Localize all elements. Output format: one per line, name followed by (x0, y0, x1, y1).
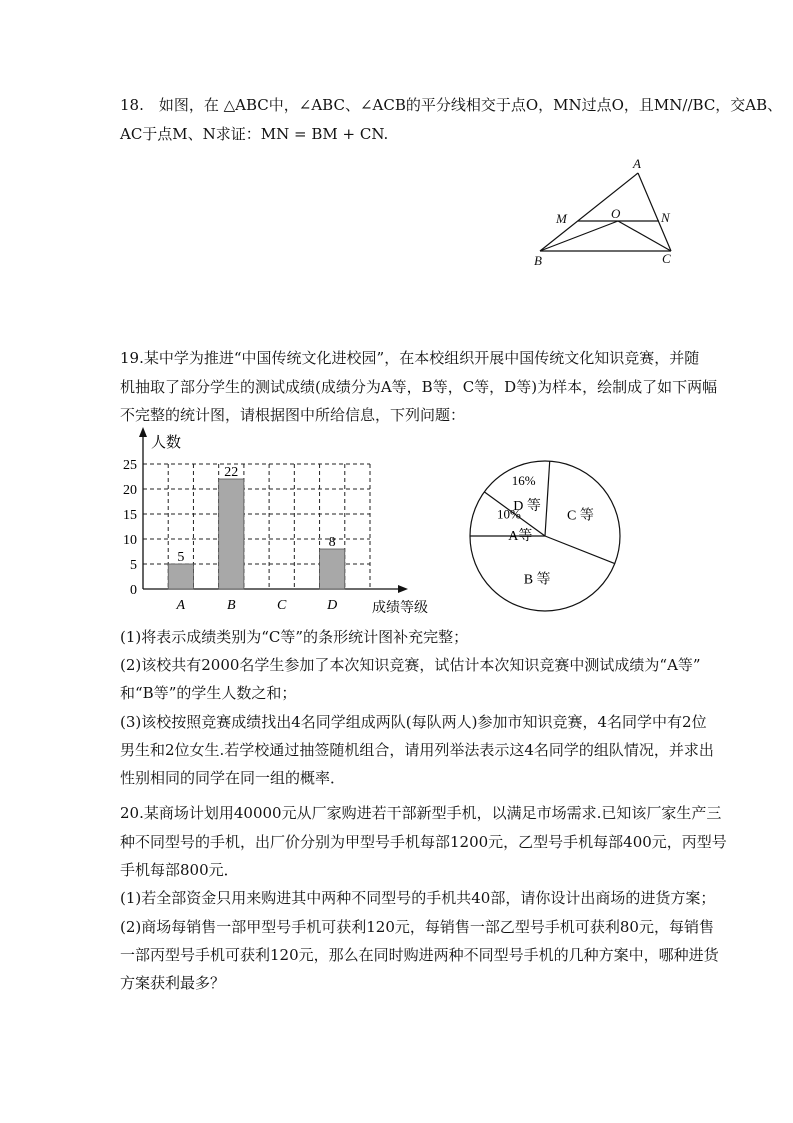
bar-d (320, 549, 345, 589)
q19-part-3c: 性别相同的同学在同一组的概率． (120, 769, 346, 787)
q20-line-2: 种不同型号的手机，出厂价分别为甲型号手机每部1200元，乙型号手机每部400元，丙型号 (120, 833, 727, 851)
y-tick-label: 0 (130, 583, 137, 598)
label-a: A (633, 156, 641, 171)
q20-part-1: (1)若全部资金只用来购进其中两种不同型号的手机共40部，请你设计出商场的进货方案； (120, 889, 716, 907)
pie-label-b: B 等 (523, 572, 551, 588)
pie-chart (460, 455, 630, 620)
q19-part-2b: 和“B等”的学生人数之和； (120, 684, 297, 702)
y-tick-label: 10 (123, 533, 137, 548)
side-ab (540, 173, 638, 251)
x-tick-label-d: D (327, 598, 338, 613)
q19-line-3: 不完整的统计图，请根据图中所给信息，下列问题： (120, 406, 466, 424)
label-m: M (556, 211, 567, 226)
bar-a (168, 564, 193, 589)
y-tick-label: 25 (123, 458, 137, 473)
q19-part-1: (1)将表示成绩类别为“C等”的条形统计图补充完整； (120, 628, 469, 646)
pie-label-c: C 等 (567, 508, 594, 524)
q20-part-2b: 一部丙型号手机可获利120元，那么在同时购进两种不同型号手机的几种方案中，哪种进货 (120, 946, 719, 964)
q18-line-2: AC于点M、N求证：MN = BM + CN. (120, 125, 389, 143)
pie-label-a: A等 (508, 528, 533, 544)
bar-value-label-d: 8 (328, 535, 336, 550)
bisector-bo (540, 221, 618, 251)
q20-line-1: 20.某商场计划用40000元从厂家购进若干部新型手机，以满足市场需求.已知该厂家生产三 (120, 804, 722, 822)
pie-label-d: D 等 (513, 498, 541, 514)
q19-part-3b: 男生和2位女生.若学校通过抽签随机组合，请用列举法表示这4名同学的组队情况，并求出 (120, 741, 714, 759)
pie-divider-2 (545, 461, 550, 536)
y-axis-arrow (139, 427, 147, 437)
q20-part-2a: (2)商场每销售一部甲型号手机可获利120元，每销售一部乙型号手机可获利80元，每销售 (120, 918, 714, 936)
pie-percent-d: 16% (511, 472, 536, 488)
q19-part-3a: (3)该校按照竞赛成绩找出4名同学组成两队(每队两人)参加市知识竞赛，4名同学中有2位 (120, 713, 707, 731)
bar-value-label-a: 5 (177, 550, 185, 565)
pie-percent-a: 10% (496, 506, 521, 522)
y-tick-label: 15 (123, 508, 137, 523)
x-tick-label-a: A (176, 598, 186, 613)
y-tick-label: 5 (130, 558, 137, 573)
q19-line-2: 机抽取了部分学生的测试成绩(成绩分为A等，B等，C等，D等)为样本，绘制成了如下两幅 (120, 378, 718, 396)
q19-part-2a: (2)该校共有2000名学生参加了本次知识竞赛，试估计本次知识竞赛中测试成绩为“A等” (120, 656, 701, 674)
bisector-co (618, 221, 671, 251)
label-o: O (611, 206, 621, 221)
y-axis-title: 人数 (151, 435, 182, 451)
pie-divider-3 (545, 536, 615, 564)
y-tick-label: 20 (123, 483, 137, 498)
x-axis-arrow (398, 585, 408, 593)
q20-line-3: 手机每部800元． (120, 861, 239, 879)
q19-line-1: 19.某中学为推进“中国传统文化进校园”，在本校组织开展中国传统文化知识竞赛，并随 (120, 349, 700, 367)
label-c: C (662, 251, 671, 266)
x-tick-label-c: C (277, 598, 287, 613)
q20-part-2c: 方案获利最多？ (120, 974, 226, 992)
label-n: N (661, 210, 670, 225)
triangle-figure (525, 155, 685, 270)
bar-chart (110, 425, 450, 620)
bar-b (219, 479, 244, 589)
label-b: B (534, 253, 542, 268)
bar-value-label-b: 22 (224, 465, 239, 480)
x-tick-label-b: B (226, 598, 236, 613)
x-axis-title: 成绩等级 (372, 601, 428, 616)
q18-line-1: 18. 如图，在 △ABC中，∠ABC、∠ACB的平分线相交于点O，MN过点O，且MN//BC，交AB、 (120, 96, 783, 114)
